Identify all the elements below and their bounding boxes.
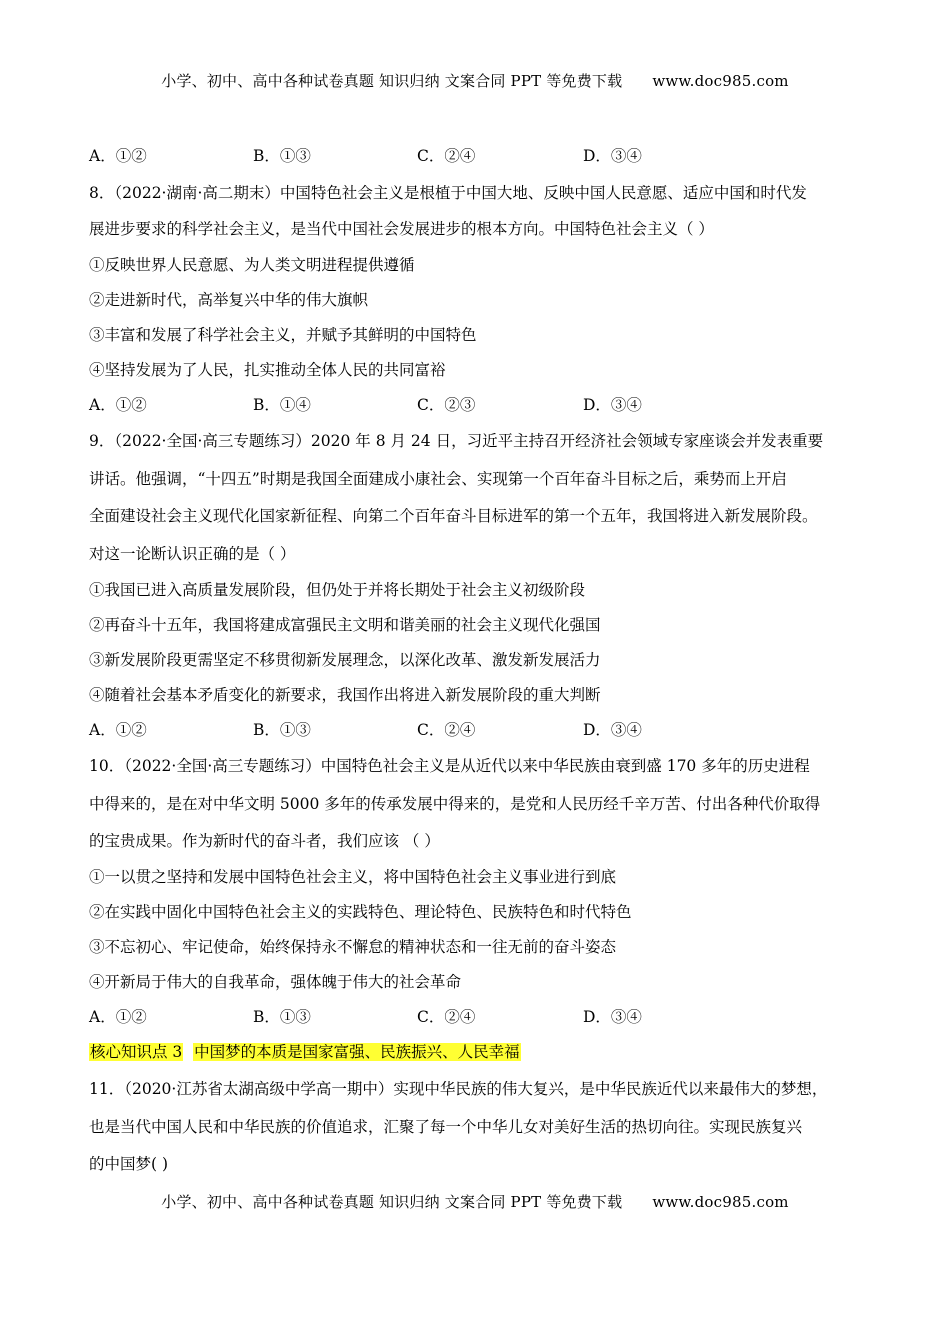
q10-stem-line-2: 中得来的，是在对中华文明 5000 多年的传承发展中得来的，是党和人民历经千辛万苦、付出各种代价取得 <box>89 795 821 813</box>
q8-stem-line-2: 展进步要求的科学社会主义，是当代中国社会发展进步的根本方向。中国特色社会主义（ ） <box>89 220 714 238</box>
section-label: 核心知识点 3 <box>90 1043 183 1061</box>
q9-item-1: ①我国已进入高质量发展阶段，但仍处于并将长期处于社会主义初级阶段 <box>89 581 586 599</box>
q7-option-a: A．①② <box>89 147 147 165</box>
q7-options <box>89 146 849 166</box>
q9-option-c: C．②④ <box>417 721 476 739</box>
q9-stem-line-1: 9．（2022·全国·高三专题练习）2020 年 8 月 24 日，习近平主持召开经济社会领域专家座谈会并发表重要 <box>89 432 824 450</box>
q8-option-d: D．③④ <box>583 396 642 414</box>
q10-options <box>89 1007 849 1027</box>
q10-option-c: C．②④ <box>417 1008 476 1026</box>
q10-option-a: A．①② <box>89 1008 147 1026</box>
q8-item-4: ④坚持发展为了人民，扎实推动全体人民的共同富裕 <box>89 361 446 379</box>
section-heading <box>89 1042 521 1062</box>
q8-option-c: C．②③ <box>417 396 476 414</box>
q9-option-a: A．①② <box>89 721 147 739</box>
q9-option-d: D．③④ <box>583 721 642 739</box>
q9-options <box>89 720 849 740</box>
q9-item-3: ③新发展阶段更需坚定不移贯彻新发展理念，以深化改革、激发新发展活力 <box>89 651 601 669</box>
q10-item-1: ①一以贯之坚持和发展中国特色社会主义，将中国特色社会主义事业进行到底 <box>89 868 617 886</box>
q7-option-b: B．①③ <box>253 147 311 165</box>
q8-item-2: ②走进新时代，高举复兴中华的伟大旗帜 <box>89 291 369 309</box>
q8-item-1: ①反映世界人民意愿、为人类文明进程提供遵循 <box>89 256 415 274</box>
q9-option-b: B．①③ <box>253 721 311 739</box>
q8-stem-line-1: 8．（2022·湖南·高二期末）中国特色社会主义是根植于中国大地、反映中国人民意愿、适应中国和时代发 <box>89 184 807 202</box>
q7-option-c: C．②④ <box>417 147 476 165</box>
q10-stem-line-1: 10．（2022·全国·高三专题练习）中国特色社会主义是从近代以来中华民族由衰到盛 170 多年的历史进程 <box>89 757 810 775</box>
footer-text: 小学、初中、高中各种试卷真题 知识归纳 文案合同 PPT 等免费下载 <box>161 1193 623 1211</box>
q11-stem-line-2: 也是当代中国人民和中华民族的价值追求，汇聚了每一个中华儿女对美好生活的热切向往。实现民族复兴 <box>89 1118 803 1136</box>
q10-option-d: D．③④ <box>583 1008 642 1026</box>
q8-option-b: B．①④ <box>253 396 311 414</box>
q11-stem-line-1: 11．（2020·江苏省太湖高级中学高一期中）实现中华民族的伟大复兴，是中华民族近代以来最伟大的梦想， <box>89 1080 828 1098</box>
q9-item-2: ②再奋斗十五年，我国将建成富强民主文明和谐美丽的社会主义现代化强国 <box>89 616 601 634</box>
q9-stem-line-2: 讲话。他强调，“十四五”时期是我国全面建成小康社会、实现第一个百年奋斗目标之后，乘势而上开启 <box>89 470 787 488</box>
header-site: www.doc985.com <box>652 72 789 90</box>
q9-stem-line-3: 全面建设社会主义现代化国家新征程、向第二个百年奋斗目标进军的第一个五年，我国将进入新发展阶段。 <box>89 507 818 525</box>
q10-stem-line-3: 的宝贵成果。作为新时代的奋斗者，我们应该 （ ） <box>89 832 440 850</box>
footer-site: www.doc985.com <box>652 1193 789 1211</box>
header-text: 小学、初中、高中各种试卷真题 知识归纳 文案合同 PPT 等免费下载 <box>161 72 623 90</box>
q10-item-2: ②在实践中固化中国特色社会主义的实践特色、理论特色、民族特色和时代特色 <box>89 903 632 921</box>
q8-option-a: A．①② <box>89 396 147 414</box>
q7-option-d: D．③④ <box>583 147 642 165</box>
page-footer <box>0 1191 950 1212</box>
q10-item-3: ③不忘初心、牢记使命，始终保持永不懈怠的精神状态和一往无前的奋斗姿态 <box>89 938 617 956</box>
q11-stem-line-3: 的中国梦( ) <box>89 1155 169 1173</box>
q10-item-4: ④开新局于伟大的自我革命，强体魄于伟大的社会革命 <box>89 973 462 991</box>
q8-options <box>89 395 849 415</box>
q9-item-4: ④随着社会基本矛盾变化的新要求，我国作出将进入新发展阶段的重大判断 <box>89 686 601 704</box>
section-title: 中国梦的本质是国家富强、民族振兴、人民幸福 <box>194 1043 520 1061</box>
page-header <box>0 70 950 91</box>
q9-stem-line-4: 对这一论断认识正确的是（ ） <box>89 545 296 563</box>
q10-option-b: B．①③ <box>253 1008 311 1026</box>
q8-item-3: ③丰富和发展了科学社会主义，并赋予其鲜明的中国特色 <box>89 326 477 344</box>
